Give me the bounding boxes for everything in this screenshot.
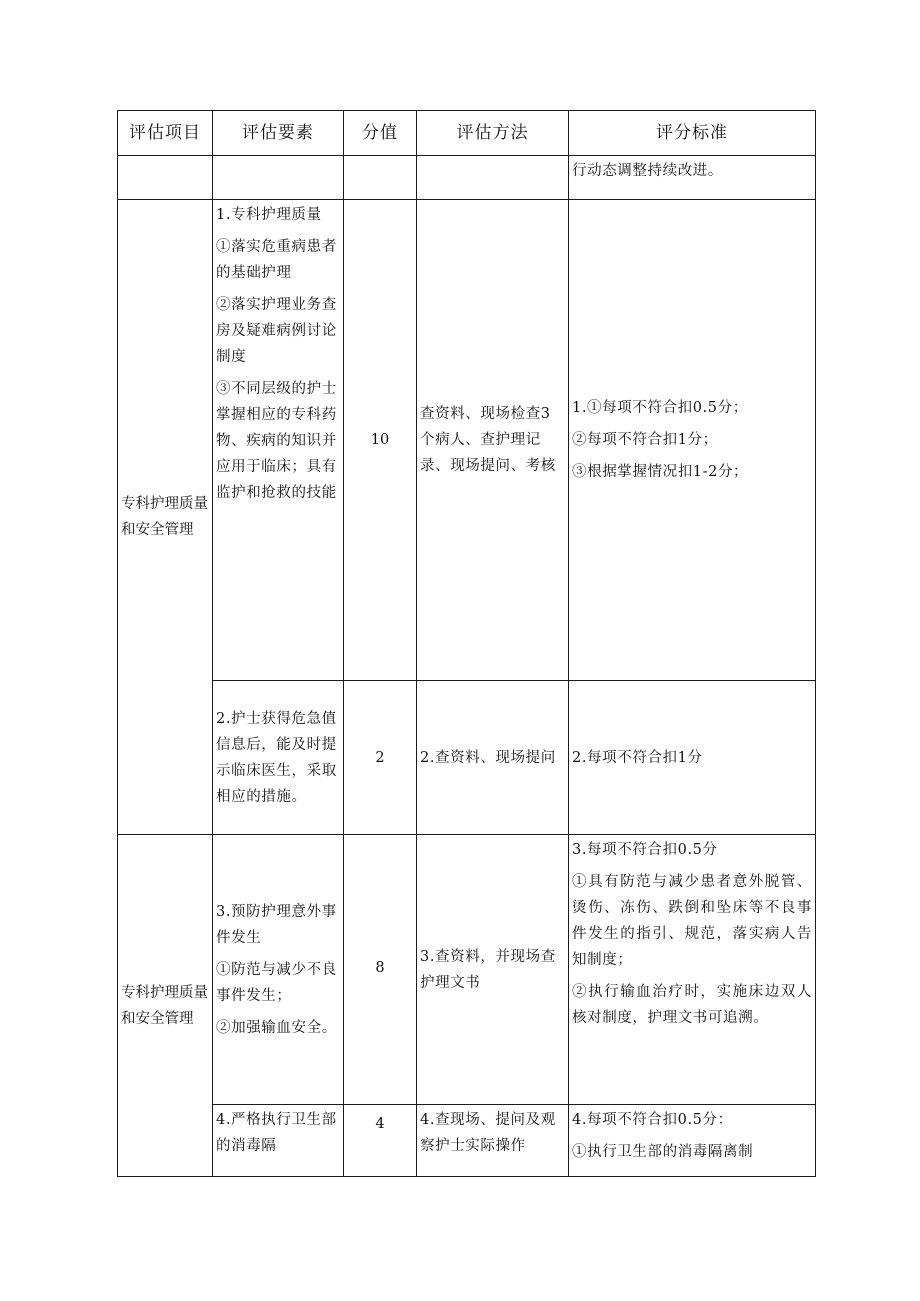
project-cell: [118, 156, 213, 200]
standard-cell: [569, 156, 816, 200]
standard-text: 行动态调整持续改进。: [572, 163, 723, 179]
element-line: ①防范与减少不良事件发生；: [216, 961, 337, 1004]
header-score: 分值: [344, 111, 417, 156]
score-cell: [344, 156, 417, 200]
standard-line: ③根据掌握情况扣1-2分；: [572, 464, 749, 480]
standard-line: ②每项不符合扣1分；: [572, 432, 718, 448]
method-cell: [417, 1105, 569, 1177]
standard-text: 2.每项不符合扣1分: [572, 749, 703, 766]
element-line: ①落实危重病患者的基础护理: [216, 239, 337, 281]
element-cell: [213, 200, 344, 681]
element-line: ③不同层级的护士掌握相应的专科药物、疾病的知识并应用于临床；具有监护和抢救的技能: [216, 381, 337, 501]
table-row: [118, 835, 816, 1105]
standard-line: 4.每项不符合扣0.5分：: [572, 1112, 733, 1128]
element-text: 4.严格执行卫生部的消毒隔: [216, 1112, 337, 1154]
element-cell: [213, 681, 344, 835]
project-cell: [118, 200, 213, 835]
method-cell: [417, 835, 569, 1105]
standard-line: 1.①每项不符合扣0.5分；: [572, 400, 748, 416]
method-text: 查资料、现场检查3个病人、查护理记录、现场提问、考核: [420, 406, 556, 474]
project-text: 专科护理质量和安全管理: [121, 984, 208, 1027]
method-cell: [417, 200, 569, 681]
method-text: 2.查资料、现场提问: [420, 749, 556, 766]
score-text: 4: [375, 1116, 385, 1132]
element-cell: [213, 835, 344, 1105]
standard-line: 3.每项不符合扣0.5分: [572, 842, 718, 858]
score-text: 8: [375, 960, 385, 976]
table-row: [118, 1105, 816, 1177]
element-cell: [213, 1105, 344, 1177]
element-text: 2.护士获得危急值信息后，能及时提示临床医生，采取相应的措施。: [216, 710, 337, 805]
method-cell: [417, 681, 569, 835]
standard-cell: [569, 681, 816, 835]
header-standard: 评分标准: [569, 111, 816, 156]
header-element: 评估要素: [213, 111, 344, 156]
evaluation-table: [117, 110, 816, 1177]
standard-cell: [569, 200, 816, 681]
element-line: ②加强输血安全。: [216, 1019, 337, 1036]
standard-line: ②执行输血治疗时，实施床边双人核对制度，护理文书可追溯。: [572, 984, 812, 1026]
project-text: 专科护理质量和安全管理: [121, 496, 208, 538]
method-text: 3.查资料，并现场查护理文书: [420, 948, 556, 991]
header-project: 评估项目: [118, 111, 213, 156]
table-row: [118, 156, 816, 200]
method-cell: [417, 156, 569, 200]
score-cell: [344, 1105, 417, 1177]
element-line: ②落实护理业务查房及疑难病例讨论制度: [216, 297, 337, 365]
standard-line: ①具有防范与减少患者意外脱管、烫伤、冻伤、跌倒和坠床等不良事件发生的指引、规范，落实病人告知制度；: [572, 874, 812, 968]
element-cell: [213, 156, 344, 200]
standard-line: ①执行卫生部的消毒隔离制: [572, 1144, 754, 1160]
header-row: [118, 111, 816, 156]
element-line: 3.预防护理意外事件发生: [216, 903, 337, 946]
score-cell: 2: [344, 681, 417, 835]
score-cell: 10: [344, 200, 417, 681]
table-row: [118, 681, 816, 835]
table-row: [118, 200, 816, 681]
element-line: 1.专科护理质量: [216, 207, 322, 223]
header-method: 评估方法: [417, 111, 569, 156]
method-text: 4.查现场、提问及观察护士实际操作: [420, 1112, 556, 1154]
score-cell: [344, 835, 417, 1105]
project-cell: [118, 835, 213, 1177]
standard-cell: [569, 835, 816, 1105]
standard-cell: [569, 1105, 816, 1177]
